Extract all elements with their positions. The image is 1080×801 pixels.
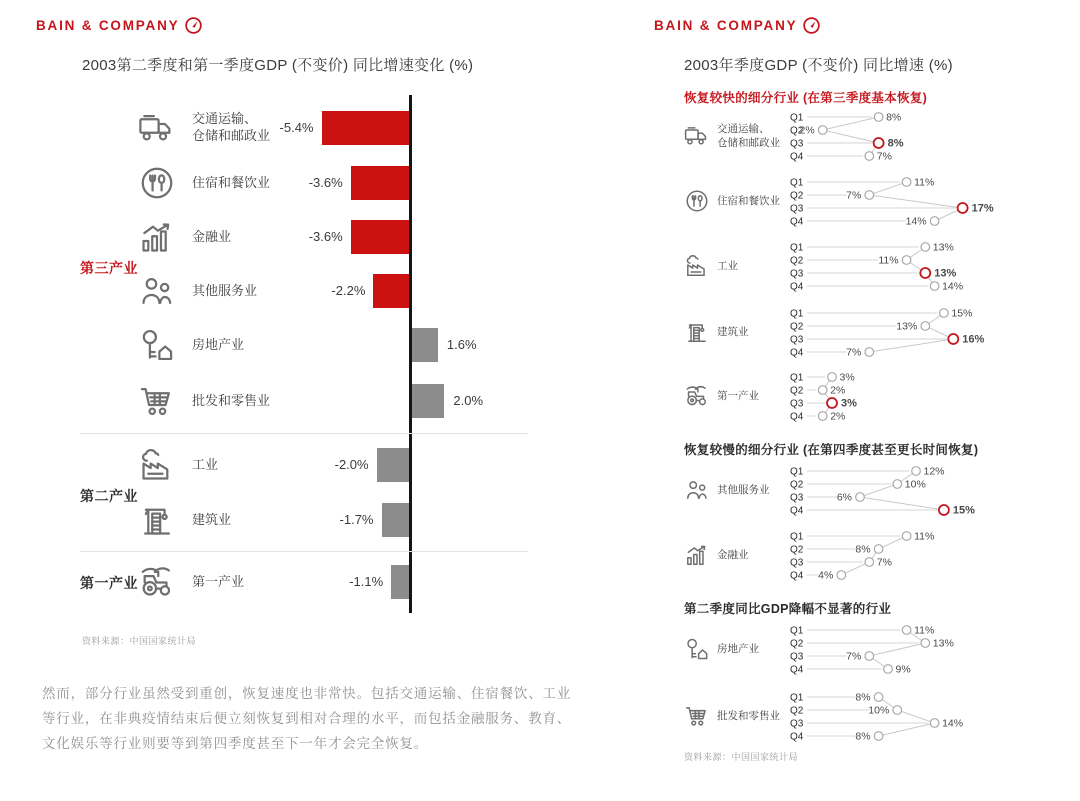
industry-icon-wrap (138, 382, 176, 425)
connector-line (869, 313, 953, 352)
dot-plot (790, 688, 1080, 744)
people-services-icon (684, 477, 710, 503)
construction-icon (684, 319, 710, 345)
industry-label: 住宿和餐饮业 (717, 194, 780, 207)
dot-value: 2% (830, 384, 846, 397)
dot-value: 10% (868, 704, 890, 717)
key-house-icon (684, 636, 710, 662)
industry-head (684, 304, 790, 360)
dot-value: 6% (836, 491, 852, 504)
dot-value: 16% (962, 333, 985, 346)
industry-icon-wrap (138, 164, 176, 207)
dot-value: 4% (818, 569, 834, 582)
dot (865, 652, 874, 661)
industry-label: 批发和零售业 (192, 392, 271, 408)
quarter-label: Q1 (790, 531, 804, 543)
quarter-label: Q3 (790, 718, 804, 730)
bain-logo-text: BAIN & COMPANY (654, 18, 798, 33)
dining-icon (138, 164, 176, 202)
dot (865, 558, 874, 567)
quarter-label: Q4 (790, 216, 804, 228)
industry-dot-row (684, 368, 1080, 424)
quarter-label: Q1 (790, 242, 804, 254)
industry-icon-wrap (138, 109, 176, 152)
construction-icon (138, 501, 176, 539)
dot-plot (790, 527, 1080, 583)
tractor-icon (138, 563, 176, 601)
quarter-label: Q3 (790, 492, 804, 504)
factory-icon (684, 253, 710, 279)
dot-value: 15% (952, 504, 975, 517)
dot-value: 8% (886, 111, 902, 124)
right-chart-title: 2003年季度GDP (不变价) 同比增速 (%) (684, 57, 953, 74)
left-source: 资料来源：中国国家统计局 (82, 636, 197, 646)
bar (412, 384, 444, 418)
highlight-dot (939, 505, 949, 515)
connector-line (869, 630, 925, 669)
quarter-label: Q4 (790, 281, 804, 293)
industry-label: 工业 (717, 259, 738, 272)
dot-value: 8% (855, 543, 871, 556)
dot (865, 152, 874, 161)
industry-label: 其他服务业 (192, 282, 258, 298)
quarter-label: Q2 (790, 321, 804, 333)
industry-label: 工业 (192, 456, 219, 472)
highlight-dot (948, 334, 958, 344)
quarter-label: Q3 (790, 557, 804, 569)
dot-value: 14% (942, 280, 964, 293)
industry-dot-row (684, 462, 1080, 518)
bar (322, 111, 410, 145)
dot (940, 309, 949, 318)
dot (874, 545, 883, 554)
dot (921, 322, 930, 331)
industry-dot-row (684, 621, 1080, 677)
connector-line (823, 117, 879, 156)
dot-value: 14% (942, 717, 964, 730)
dot (856, 493, 865, 502)
quarter-label: Q4 (790, 411, 804, 423)
bar-value: -1.7% (339, 512, 374, 527)
dot (837, 571, 846, 580)
quarter-label: Q3 (790, 268, 804, 280)
industry-head (684, 173, 790, 229)
bar (412, 328, 438, 362)
industry-label: 金融业 (717, 548, 749, 561)
quarter-label: Q3 (790, 398, 804, 410)
dot-value: 15% (951, 307, 973, 320)
dot-value: 13% (932, 637, 954, 650)
connector-line (869, 182, 962, 221)
axis-line (409, 95, 412, 613)
dot-value: 8% (855, 730, 871, 743)
highlight-dot (874, 138, 884, 148)
industry-label: 交通运输、 仓储和邮政业 (192, 111, 271, 143)
dot-value: 14% (905, 215, 927, 228)
industry-label: 交通运输、 仓储和邮政业 (717, 122, 780, 149)
bar (377, 448, 409, 482)
group-divider (80, 433, 528, 434)
dot-value: 7% (846, 346, 862, 359)
left-chart-title: 2003第二季度和第一季度GDP (不变价) 同比增速变化 (%) (82, 57, 474, 74)
connector-line (841, 536, 906, 575)
quarter-label: Q3 (790, 203, 804, 215)
dot-plot (790, 304, 1080, 360)
bar-value: 1.6% (446, 337, 477, 352)
industry-head (684, 238, 790, 294)
bar (391, 565, 409, 599)
group-label-0: 第三产业 (80, 260, 138, 276)
dot (818, 386, 827, 395)
quarter-label: Q1 (790, 372, 804, 384)
dot (930, 217, 939, 226)
quarter-label: Q4 (790, 731, 804, 743)
bain-logo-text: BAIN & COMPANY (36, 18, 180, 33)
bar (373, 274, 409, 308)
industry-head (684, 368, 790, 424)
quarter-label: Q1 (790, 466, 804, 478)
dot (921, 243, 930, 252)
industry-label: 第一产业 (192, 573, 245, 589)
dot-value: 7% (876, 556, 892, 569)
dot-value: 11% (914, 624, 935, 637)
bar-value: -3.6% (308, 229, 343, 244)
bar-value: 2.0% (453, 393, 484, 408)
highlight-dot (920, 268, 930, 278)
connector-line (907, 247, 935, 286)
dot (865, 348, 874, 357)
industry-label: 房地产业 (717, 642, 759, 655)
industry-dot-row (684, 173, 1080, 229)
industry-icon-wrap (138, 563, 176, 606)
industry-label: 建筑业 (717, 325, 749, 338)
dot (912, 467, 921, 476)
quarter-label: Q2 (790, 190, 804, 202)
people-services-icon (138, 272, 176, 310)
shopping-cart-icon (138, 382, 176, 420)
bain-logo-left (36, 16, 203, 35)
dot-plot (790, 462, 1080, 518)
quarter-label: Q1 (790, 692, 804, 704)
dot (893, 706, 902, 715)
quarter-label: Q1 (790, 112, 804, 124)
industry-dot-row (684, 238, 1080, 294)
dining-icon (684, 188, 710, 214)
finance-icon (684, 542, 710, 568)
bar (382, 503, 410, 537)
industry-dot-row (684, 108, 1080, 164)
quarter-label: Q1 (790, 308, 804, 320)
dot-value: 11% (914, 176, 935, 189)
dot (902, 256, 911, 265)
transport-logistics-icon (138, 109, 176, 147)
dot (818, 126, 827, 135)
industry-label: 住宿和餐饮业 (192, 174, 271, 190)
dot-value: 9% (895, 663, 911, 676)
dot (893, 480, 902, 489)
dot-plot (790, 108, 1080, 164)
dot-value: 13% (934, 267, 957, 280)
quarter-label: Q1 (790, 177, 804, 189)
bain-clock-icon (184, 16, 203, 35)
bar-value: -5.4% (279, 120, 314, 135)
quarter-label: Q4 (790, 505, 804, 517)
quarter-label: Q4 (790, 570, 804, 582)
industry-label: 建筑业 (192, 511, 232, 527)
quarter-label: Q4 (790, 347, 804, 359)
quarter-label: Q3 (790, 138, 804, 150)
key-house-icon (138, 326, 176, 364)
dot-value: 11% (878, 254, 899, 267)
industry-icon-wrap (138, 446, 176, 489)
dot-value: 11% (914, 530, 935, 543)
dot-value: 7% (846, 650, 862, 663)
industry-dot-row (684, 304, 1080, 360)
commentary-paragraph: 然而，部分行业虽然受到重创，恢复速度也非常快。包括交通运输、住宿餐饮、工业等行业，在非典疫情结束后便立刻恢复到相对合理的水平，而包括金融服务、教育、文化娱乐等行业则要等到第四季度甚至下一年才会完全恢复。 (42, 686, 572, 751)
dot-value: 13% (896, 320, 918, 333)
dot (902, 178, 911, 187)
dot-plot (790, 368, 1080, 424)
bar-value: -2.2% (331, 283, 366, 298)
right-source: 资料来源：中国国家统计局 (684, 752, 799, 762)
quarter-label: Q3 (790, 651, 804, 663)
dot-value: 8% (855, 691, 871, 704)
dot (874, 732, 883, 741)
section-header-2: 第二季度同比GDP降幅不显著的行业 (684, 602, 892, 616)
dot (828, 373, 837, 382)
dot-plot (790, 621, 1080, 677)
dot (902, 532, 911, 541)
industry-head (684, 108, 790, 164)
industry-icon-wrap (138, 326, 176, 369)
factory-icon (138, 446, 176, 484)
industry-icon-wrap (138, 218, 176, 261)
industry-head (684, 462, 790, 518)
highlight-dot (958, 203, 968, 213)
section-header-0: 恢复较快的细分行业 (在第三季度基本恢复) (684, 91, 928, 105)
dot-value: 13% (932, 241, 954, 254)
bain-logo-right (654, 16, 821, 35)
bar (351, 166, 409, 200)
industry-icon-wrap (138, 272, 176, 315)
industry-head (684, 688, 790, 744)
dot (818, 412, 827, 421)
industry-icon-wrap (138, 501, 176, 544)
quarter-label: Q2 (790, 705, 804, 717)
group-label-2: 第一产业 (80, 575, 138, 591)
quarter-label: Q2 (790, 544, 804, 556)
industry-label: 金融业 (192, 228, 232, 244)
quarter-label: Q4 (790, 664, 804, 676)
quarter-label: Q2 (790, 385, 804, 397)
group-label-1: 第二产业 (80, 488, 138, 504)
dot (874, 693, 883, 702)
dot-value: 17% (971, 202, 994, 215)
dot-value: 3% (841, 397, 857, 410)
highlight-dot (827, 398, 837, 408)
quarter-label: Q4 (790, 151, 804, 163)
dot-value: 7% (876, 150, 892, 163)
dot-value: 8% (887, 137, 904, 150)
industry-label: 第一产业 (717, 389, 759, 402)
transport-logistics-icon (684, 123, 710, 149)
industry-label: 其他服务业 (717, 483, 770, 496)
group-divider (80, 551, 528, 552)
quarter-label: Q3 (790, 334, 804, 346)
dot-value: 2% (799, 124, 815, 137)
dot (930, 282, 939, 291)
industry-dot-row (684, 527, 1080, 583)
dot (884, 665, 893, 674)
dot-value: 3% (839, 371, 855, 384)
dot-plot (790, 238, 1080, 294)
quarter-label: Q2 (790, 255, 804, 267)
bain-clock-icon (802, 16, 821, 35)
dot (902, 626, 911, 635)
quarter-label: Q2 (790, 479, 804, 491)
bar-chart (80, 90, 550, 635)
dot (865, 191, 874, 200)
tractor-icon (684, 383, 710, 409)
dot-value: 10% (904, 478, 926, 491)
dot-value: 2% (830, 410, 846, 423)
bar-value: -3.6% (308, 175, 343, 190)
dot-value: 12% (923, 465, 945, 478)
section-header-1: 恢复较慢的细分行业 (在第四季度甚至更长时间恢复) (684, 443, 979, 457)
dot (921, 639, 930, 648)
connector-line (823, 377, 832, 416)
dot-plot (790, 173, 1080, 229)
industry-head (684, 527, 790, 583)
dot (930, 719, 939, 728)
industry-label: 批发和零售业 (717, 709, 780, 722)
quarter-label: Q2 (790, 125, 804, 137)
finance-icon (138, 218, 176, 256)
bar-value: -2.0% (334, 457, 369, 472)
industry-label: 房地产业 (192, 336, 245, 352)
bar-value: -1.1% (349, 574, 384, 589)
connector-line (860, 471, 944, 510)
industry-dot-row (684, 688, 1080, 744)
quarter-label: Q1 (790, 625, 804, 637)
dot (874, 113, 883, 122)
connector-line (879, 697, 935, 736)
shopping-cart-icon (684, 703, 710, 729)
bar (351, 220, 409, 254)
dot-value: 7% (846, 189, 862, 202)
industry-head (684, 621, 790, 677)
quarter-label: Q2 (790, 638, 804, 650)
